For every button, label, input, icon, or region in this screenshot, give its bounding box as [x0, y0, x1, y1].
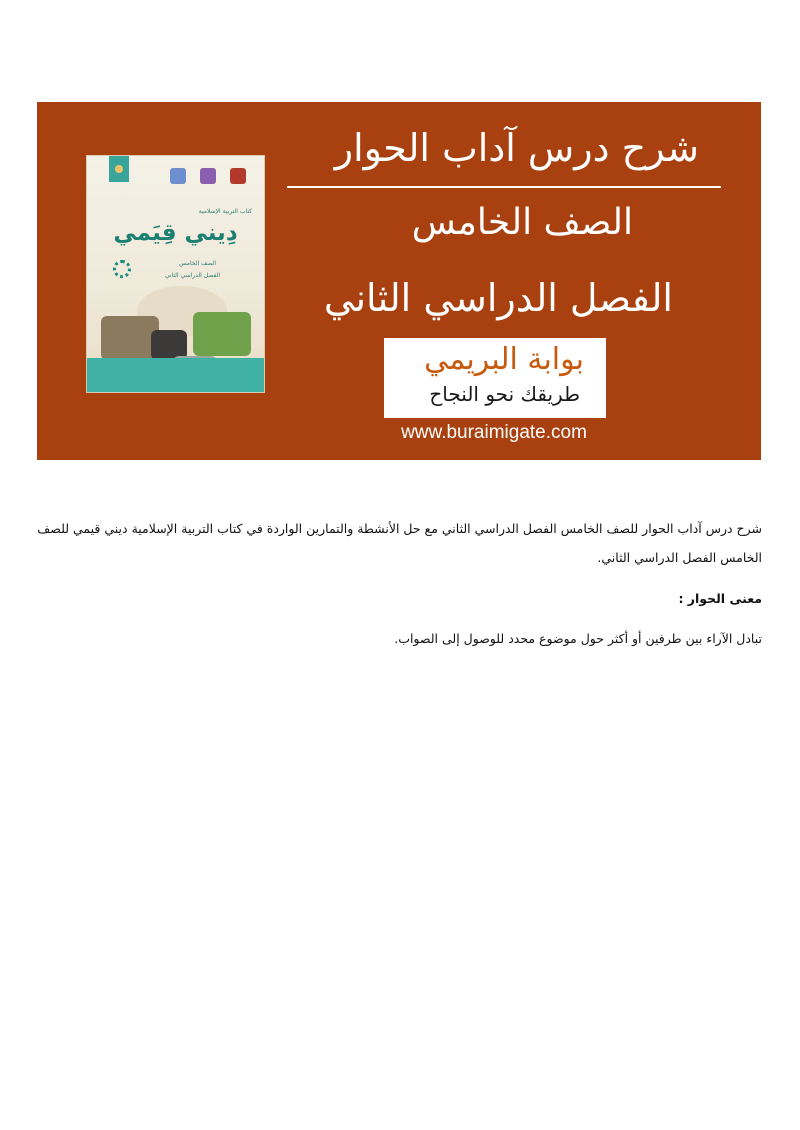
logo-tagline: طريقك نحو النجاح	[429, 382, 580, 406]
book-tab	[109, 156, 129, 182]
banner-title: شرح درس آداب الحوار	[334, 126, 699, 170]
ministry-logos	[146, 168, 246, 188]
book-series-title: كتاب التربية الإسلامية	[198, 208, 252, 215]
intro-paragraph: شرح درس آداب الحوار للصف الخامس الفصل الدراسي الثاني مع حل الأنشطة والتمارين الواردة في كتاب التربية الإسلامية ديني قيمي للصف الخامس الفصل الدراسي الثاني.	[37, 521, 762, 565]
site-logo	[384, 338, 606, 418]
book-title: دِيني قِيَمي	[113, 220, 238, 246]
section-heading: معنى الحوار :	[678, 591, 762, 606]
banner-semester: الفصل الدراسي الثاني	[323, 276, 673, 320]
definition-paragraph: تبادل الآراء بين طرفين أو أكثر حول موضوع محدد للوصول إلى الصواب.	[394, 631, 762, 646]
logo-icon	[170, 168, 186, 184]
feather-icon	[200, 168, 216, 184]
gear-ornament-icon	[113, 260, 131, 278]
book-grade: الصف الخامس	[179, 260, 216, 267]
book-semester: الفصل الدراسي الثاني	[164, 272, 220, 279]
banner-grade: الصف الخامس	[411, 202, 633, 243]
website-url: www.buraimigate.com	[401, 422, 587, 443]
logo-main-text: بوابة البريمي	[424, 342, 584, 377]
photo-field	[193, 312, 251, 356]
header-banner	[37, 102, 761, 460]
book-cover-image	[87, 156, 264, 392]
title-divider	[287, 186, 721, 188]
article-body	[36, 514, 762, 648]
book-bottom-band	[87, 358, 264, 392]
emblem-icon	[230, 168, 246, 184]
